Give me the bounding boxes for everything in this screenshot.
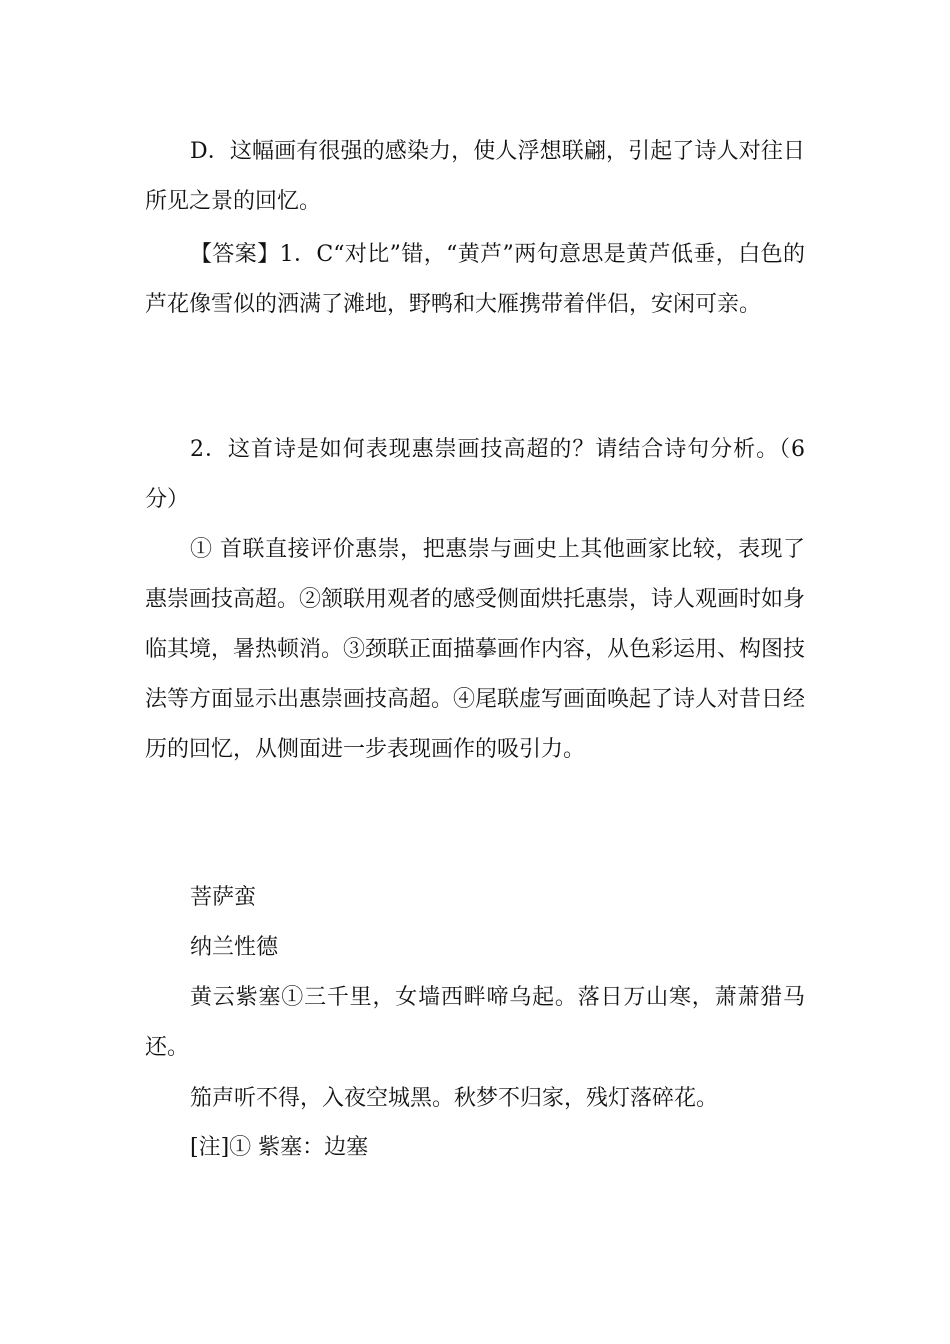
poem-author: 纳兰性德	[190, 935, 279, 960]
answer-2-paragraph: ① 首联直接评价惠崇，把惠崇与画史上其他画家比较，表现了惠崇画技高超。②颔联用观者的感受侧面烘托惠崇，诗人观画时如身临其境，暑热顿消。③颈联正面描摹画作内容，从色彩运用、构图技法等方面显示出惠崇画技高超。④尾联虚写画面唤起了诗人对昔日经历的回忆，从侧面进一步表现画作的吸引力。	[145, 537, 806, 762]
poem-note: [注]① 紫塞：边塞	[190, 1135, 369, 1160]
poem-line-1: 黄云紫塞①三千里，女墙西畔啼乌起。落日万山寒，萧萧猎马还。	[145, 985, 805, 1060]
answer-1-paragraph: 【答案】1．C“对比”错，“黄芦”两句意思是黄芦低垂，白色的芦花像雪似的洒满了滩地，野鸭和大雁携带着伴侣，安闲可亲。	[145, 242, 805, 317]
question-2-paragraph: 2．这首诗是如何表现惠崇画技高超的？请结合诗句分析。（6分）	[145, 437, 805, 512]
poem-line-2: 笳声听不得，入夜空城黑。秋梦不归家，残灯落碎花。	[190, 1086, 719, 1111]
option-d-paragraph: D．这幅画有很强的感染力，使人浮想联翩，引起了诗人对往日所见之景的回忆。	[145, 139, 805, 214]
poem-title: 菩萨蛮	[190, 885, 257, 910]
